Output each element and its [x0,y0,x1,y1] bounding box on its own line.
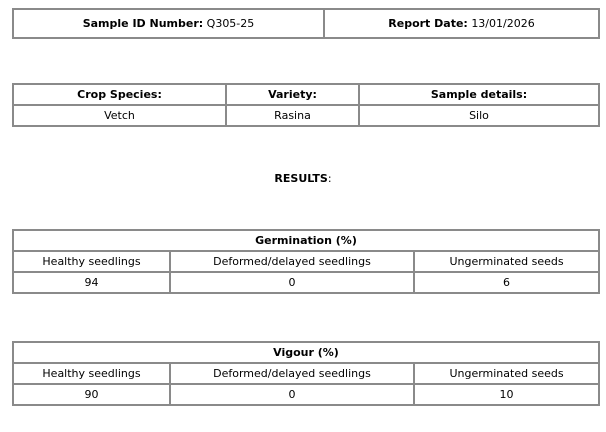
sample-details-value: Silo [359,105,599,126]
sample-id-label: Sample ID Number: [82,17,204,30]
germination-healthy-header: Healthy seedlings [13,251,170,272]
table-row [13,363,599,384]
germination-ungerminated-header: Ungerminated seeds [414,251,599,272]
table-row [13,9,599,38]
table-row [13,84,599,105]
table-row [13,105,599,126]
table-row [13,230,599,251]
sample-header-table [12,8,600,39]
vigour-ungerminated-value: 10 [414,384,599,405]
vigour-deformed-header: Deformed/delayed seedlings [170,363,414,384]
sample-id-cell [13,9,324,38]
variety-header: Variety: [226,84,359,105]
table-row [13,384,599,405]
report-date-cell [324,9,599,38]
table-row [13,272,599,293]
vigour-deformed-value: 0 [170,384,414,405]
sample-id-value: Q305-25 [206,17,255,30]
germination-table [12,229,600,294]
germination-ungerminated-value: 6 [414,272,599,293]
vigour-table [12,341,600,406]
crop-info-table [12,83,600,127]
table-row [13,251,599,272]
vigour-ungerminated-header: Ungerminated seeds [414,363,599,384]
germination-deformed-header: Deformed/delayed seedlings [170,251,414,272]
report-date-value: 13/01/2026 [471,17,535,30]
variety-value: Rasina [226,105,359,126]
vigour-healthy-value: 90 [13,384,170,405]
results-heading [0,172,606,185]
results-suffix: : [327,172,332,185]
germination-title: Germination (%) [13,230,599,251]
germination-deformed-value: 0 [170,272,414,293]
vigour-title: Vigour (%) [13,342,599,363]
vigour-healthy-header: Healthy seedlings [13,363,170,384]
results-label: RESULTS [274,172,328,185]
sample-details-header: Sample details: [359,84,599,105]
germination-healthy-value: 94 [13,272,170,293]
table-row [13,342,599,363]
crop-species-value: Vetch [13,105,226,126]
crop-species-header: Crop Species: [13,84,226,105]
report-date-label: Report Date: [388,17,468,30]
